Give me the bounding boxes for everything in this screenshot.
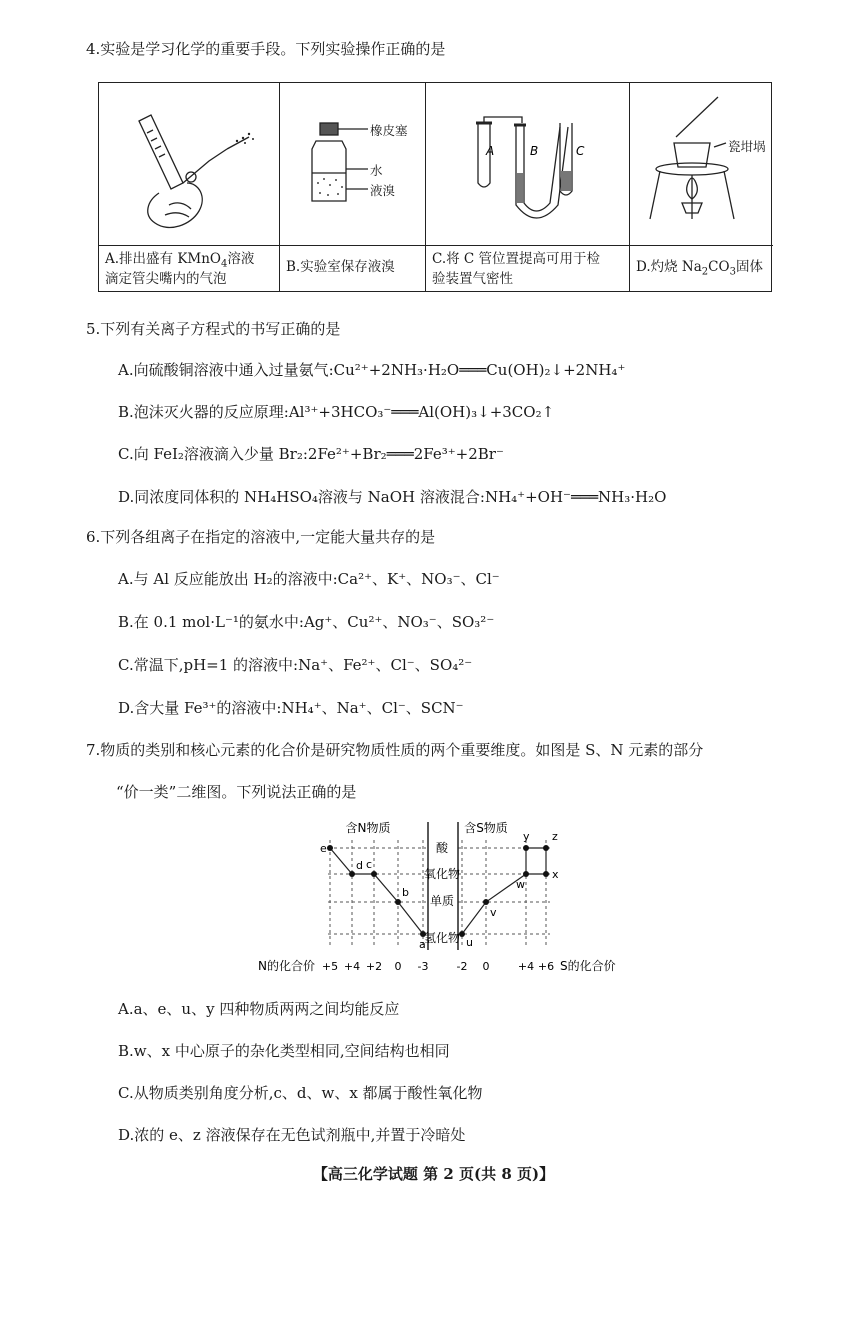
chart-ticks — [322, 960, 554, 973]
q7-stem-line2: “价一类”二维图。下列说法正确的是 — [116, 783, 357, 801]
point-label-x: x — [552, 868, 559, 881]
n-series-line — [330, 848, 423, 934]
q6-option-d: D.含大量 Fe³⁺的溶液中:NH₄⁺、Na⁺、Cl⁻、SCN⁻ — [118, 699, 464, 717]
q7-option-d: D.浓的 e、z 溶液保存在无色试剂瓶中,并置于冷暗处 — [118, 1126, 466, 1144]
category-acid: 酸 — [435, 841, 449, 855]
point-e — [327, 845, 333, 851]
bromine-bottle-figure — [280, 83, 425, 246]
category-oxide: 氧化物 — [423, 867, 461, 881]
q4-caption-b: B.实验室保存液溴 — [286, 259, 395, 275]
burette-hand-icon — [99, 83, 280, 245]
point-label-z: z — [552, 830, 558, 843]
q5-stem: 5.下列有关离子方程式的书写正确的是 — [86, 320, 341, 338]
n-header: 含N物质 — [345, 821, 391, 835]
point-d — [349, 871, 355, 877]
q5-option-c: C.向 FeI₂溶液滴入少量 Br₂:2Fe²⁺+Br₂═══2Fe³⁺+2Br⁻ — [118, 445, 504, 463]
page-footer: 【高三化学试题 第 2 页(共 8 页)】 — [312, 1165, 555, 1183]
point-label-b: b — [402, 886, 409, 899]
q4-caption-c: C.将 C 管位置提高可用于检 验装置气密性 — [432, 251, 601, 287]
category-hydride: 氢化物 — [423, 931, 461, 945]
q4-stem: 4.实验是学习化学的重要手段。下列实验操作正确的是 — [86, 40, 446, 58]
point-b — [395, 899, 401, 905]
s-tick-label: +6 — [537, 960, 555, 973]
point-v — [483, 899, 489, 905]
tube-label-a: A — [486, 144, 495, 158]
u-tube-figure — [426, 83, 629, 246]
q7-option-b: B.w、x 中心原子的杂化类型相同,空间结构也相同 — [118, 1042, 450, 1060]
crucible-figure — [630, 83, 773, 246]
s-tick-label: 0 — [482, 960, 490, 973]
valence-class-chart — [250, 818, 630, 978]
point-label-e: e — [320, 842, 327, 855]
point-label-u: u — [466, 936, 473, 949]
n-tick-label: +2 — [365, 960, 383, 973]
q7-option-c: C.从物质类别角度分析,c、d、w、x 都属于酸性氧化物 — [118, 1084, 483, 1102]
q6-option-c: C.常温下,pH=1 的溶液中:Na⁺、Fe²⁺、Cl⁻、SO₄²⁻ — [118, 656, 473, 674]
tube-label-c: C — [576, 144, 585, 158]
q6-option-b: B.在 0.1 mol·L⁻¹的氨水中:Ag⁺、Cu²⁺、NO₃⁻、SO₃²⁻ — [118, 613, 495, 631]
q4-cell-c — [426, 83, 630, 291]
point-w — [523, 871, 529, 877]
point-label-a: a — [419, 938, 426, 951]
s-tick-label: +4 — [517, 960, 535, 973]
s-oxide-acid-box — [526, 848, 546, 874]
q7-option-a: A.a、e、u、y 四种物质两两之间均能反应 — [118, 1000, 400, 1018]
label-rubber-stopper: 橡皮塞 — [370, 123, 408, 138]
n-tick-label: +4 — [343, 960, 361, 973]
category-element: 单质 — [429, 894, 455, 908]
label-porcelain-crucible: 瓷坩埚 — [728, 139, 766, 154]
n-axis-label: N的化合价 — [258, 959, 315, 973]
point-y — [523, 845, 529, 851]
q6-option-a: A.与 Al 反应能放出 H₂的溶液中:Ca²⁺、K⁺、NO₃⁻、Cl⁻ — [118, 570, 500, 588]
q5-option-b: B.泡沫灭火器的反应原理:Al³⁺+3HCO₃⁻═══Al(OH)₃↓+3CO₂↑ — [118, 403, 555, 421]
point-label-w: w — [516, 878, 525, 891]
q7-stem-line1: 7.物质的类别和核心元素的化合价是研究物质性质的两个重要维度。如图是 S、N 元素的部分 — [86, 741, 704, 759]
label-liquid-bromine: 液溴 — [370, 183, 396, 198]
point-x — [543, 871, 549, 877]
q4-caption-a: A.排出盛有 KMnO$_4$溶液 滴定管尖嘴内的气泡 — [105, 251, 255, 287]
n-tick-label: -3 — [417, 960, 429, 973]
q4-cell-a — [99, 83, 280, 291]
burette-figure — [99, 83, 279, 246]
s-tick-label: -2 — [456, 960, 468, 973]
q6-stem: 6.下列各组离子在指定的溶液中,一定能大量共存的是 — [86, 528, 436, 546]
point-label-y: y — [523, 830, 530, 843]
point-label-v: v — [490, 906, 497, 919]
q5-option-d: D.同浓度同体积的 NH₄HSO₄溶液与 NaOH 溶液混合:NH₄⁺+OH⁻═══NH₃·H₂O — [118, 488, 667, 506]
point-c — [371, 871, 377, 877]
q4-caption-d: D.灼烧 $Na_2CO_3$固体 — [636, 259, 763, 278]
point-label-c: c — [366, 858, 373, 871]
u-tube-apparatus-icon — [426, 83, 630, 245]
q4-cell-b — [280, 83, 426, 291]
reagent-bottle-icon — [280, 83, 426, 245]
n-tick-label: 0 — [394, 960, 402, 973]
point-label-d: d — [356, 859, 363, 872]
n-tick-label: +5 — [321, 960, 339, 973]
q5-option-a: A.向硫酸铜溶液中通入过量氨气:Cu²⁺+2NH₃·H₂O═══Cu(OH)₂↓+2NH₄⁺ — [118, 361, 626, 379]
point-z — [543, 845, 549, 851]
crucible-tripod-icon — [630, 83, 773, 245]
label-water: 水 — [370, 163, 383, 178]
q4-cell-d — [630, 83, 773, 291]
tube-label-b: B — [530, 144, 539, 158]
s-axis-label: S的化合价 — [560, 959, 616, 973]
s-header: 含S物质 — [464, 821, 508, 835]
q4-options-table — [98, 82, 772, 292]
